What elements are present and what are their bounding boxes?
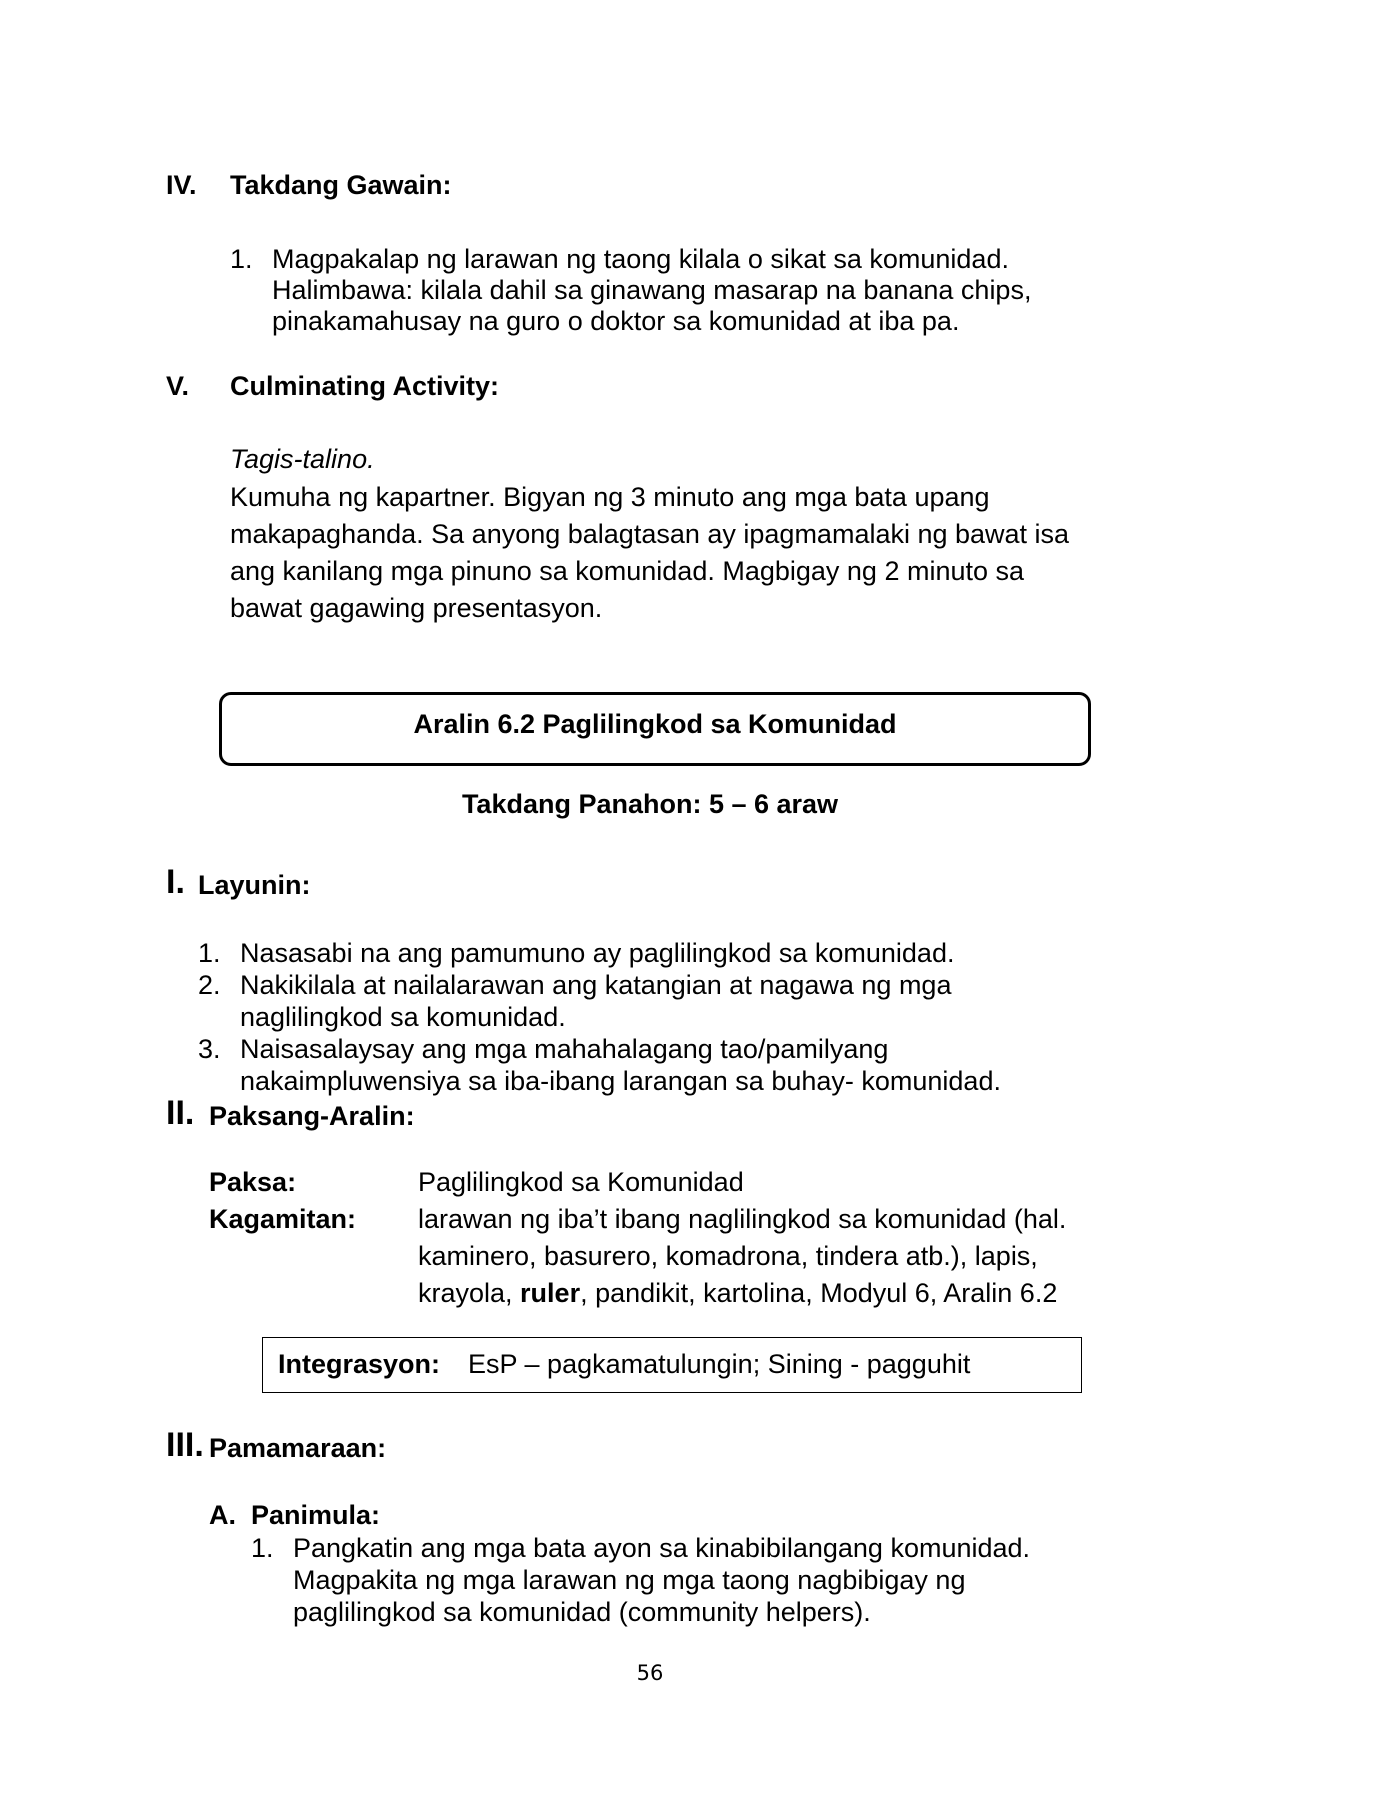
section-iv-item-line: Halimbawa: kilala dahil sa ginawang masarap na banana chips,	[272, 275, 1032, 305]
kagamitan-line: kaminero, basurero, komadrona, tindera atb.), lapis,	[418, 1241, 1038, 1271]
objective-line: nakaimpluwensiya sa iba-ibang larangan sa buhay- komunidad.	[240, 1066, 1001, 1096]
section-iii-numeral: III.	[166, 1426, 204, 1464]
kagamitan-text: , pandikit, kartolina, Modyul 6, Aralin 6.2	[580, 1278, 1058, 1308]
sub-a-heading: Panimula:	[251, 1500, 381, 1530]
objective-line: naglilingkod sa komunidad.	[240, 1002, 566, 1032]
kagamitan-text: krayola,	[418, 1278, 521, 1308]
section-v-heading: Culminating Activity:	[230, 371, 500, 401]
lesson-duration: Takdang Panahon: 5 – 6 araw	[461, 789, 839, 819]
section-i-heading: Layunin:	[198, 870, 311, 900]
kagamitan-bold-text: ruler	[520, 1278, 581, 1308]
panimula-line: paglilingkod sa komunidad (community helpers).	[293, 1597, 871, 1627]
objective-line: Naisasalaysay ang mga mahahalagang tao/pamilyang	[240, 1034, 889, 1064]
panimula-number: 1.	[251, 1533, 274, 1563]
section-v-numeral: V.	[166, 371, 190, 401]
integrasyon-label: Integrasyon:	[278, 1349, 441, 1379]
objective-line: Nakikilala at nailalarawan ang katangian at nagawa ng mga	[240, 970, 952, 1000]
objective-number: 1.	[198, 938, 221, 968]
objective-number: 2.	[198, 970, 221, 1000]
kagamitan-line	[418, 1277, 1057, 1309]
sub-a-letter: A.	[209, 1500, 236, 1530]
integrasyon-value: EsP – pagkamatulungin; Sining - pagguhit	[468, 1349, 971, 1379]
activity-line: ang kanilang mga pinuno sa komunidad. Magbigay ng 2 minuto sa	[230, 556, 1025, 586]
panimula-line: Pangkatin ang mga bata ayon sa kinabibilangang komunidad.	[293, 1533, 1031, 1563]
activity-title: Tagis-talino.	[230, 444, 375, 474]
section-iv-item-number: 1.	[230, 244, 253, 274]
section-iv-heading: Takdang Gawain:	[230, 170, 452, 200]
integrasyon-box	[262, 1337, 1082, 1393]
paksa-label: Paksa:	[209, 1167, 297, 1197]
section-iv-item-line: pinakamahusay na guro o doktor sa komunidad at iba pa.	[272, 306, 960, 336]
page-number: 56	[636, 1661, 664, 1685]
section-iv-item-line: Magpakalap ng larawan ng taong kilala o sikat sa komunidad.	[272, 244, 1009, 274]
section-iv-numeral: IV.	[166, 170, 197, 200]
activity-line: makapaghanda. Sa anyong balagtasan ay ipagmamalaki ng bawat isa	[230, 519, 1070, 549]
section-iii-heading: Pamamaraan:	[209, 1433, 387, 1463]
activity-line: bawat gagawing presentasyon.	[230, 593, 603, 623]
kagamitan-line: larawan ng iba’t ibang naglilingkod sa komunidad (hal.	[418, 1204, 1067, 1234]
objective-line: Nasasabi na ang pamumuno ay paglilingkod sa komunidad.	[240, 938, 955, 968]
lesson-title: Aralin 6.2 Paglilingkod sa Komunidad	[413, 709, 897, 739]
lesson-title-box	[219, 692, 1091, 766]
paksa-value: Paglilingkod sa Komunidad	[418, 1167, 744, 1197]
panimula-line: Magpakita ng mga larawan ng mga taong nagbibigay ng	[293, 1565, 966, 1595]
section-i-numeral: I.	[166, 863, 185, 901]
kagamitan-label: Kagamitan:	[209, 1204, 357, 1234]
objective-number: 3.	[198, 1034, 221, 1064]
section-ii-numeral: II.	[166, 1094, 195, 1132]
activity-line: Kumuha ng kapartner. Bigyan ng 3 minuto ang mga bata upang	[230, 482, 990, 512]
section-ii-heading: Paksang-Aralin:	[209, 1101, 415, 1131]
